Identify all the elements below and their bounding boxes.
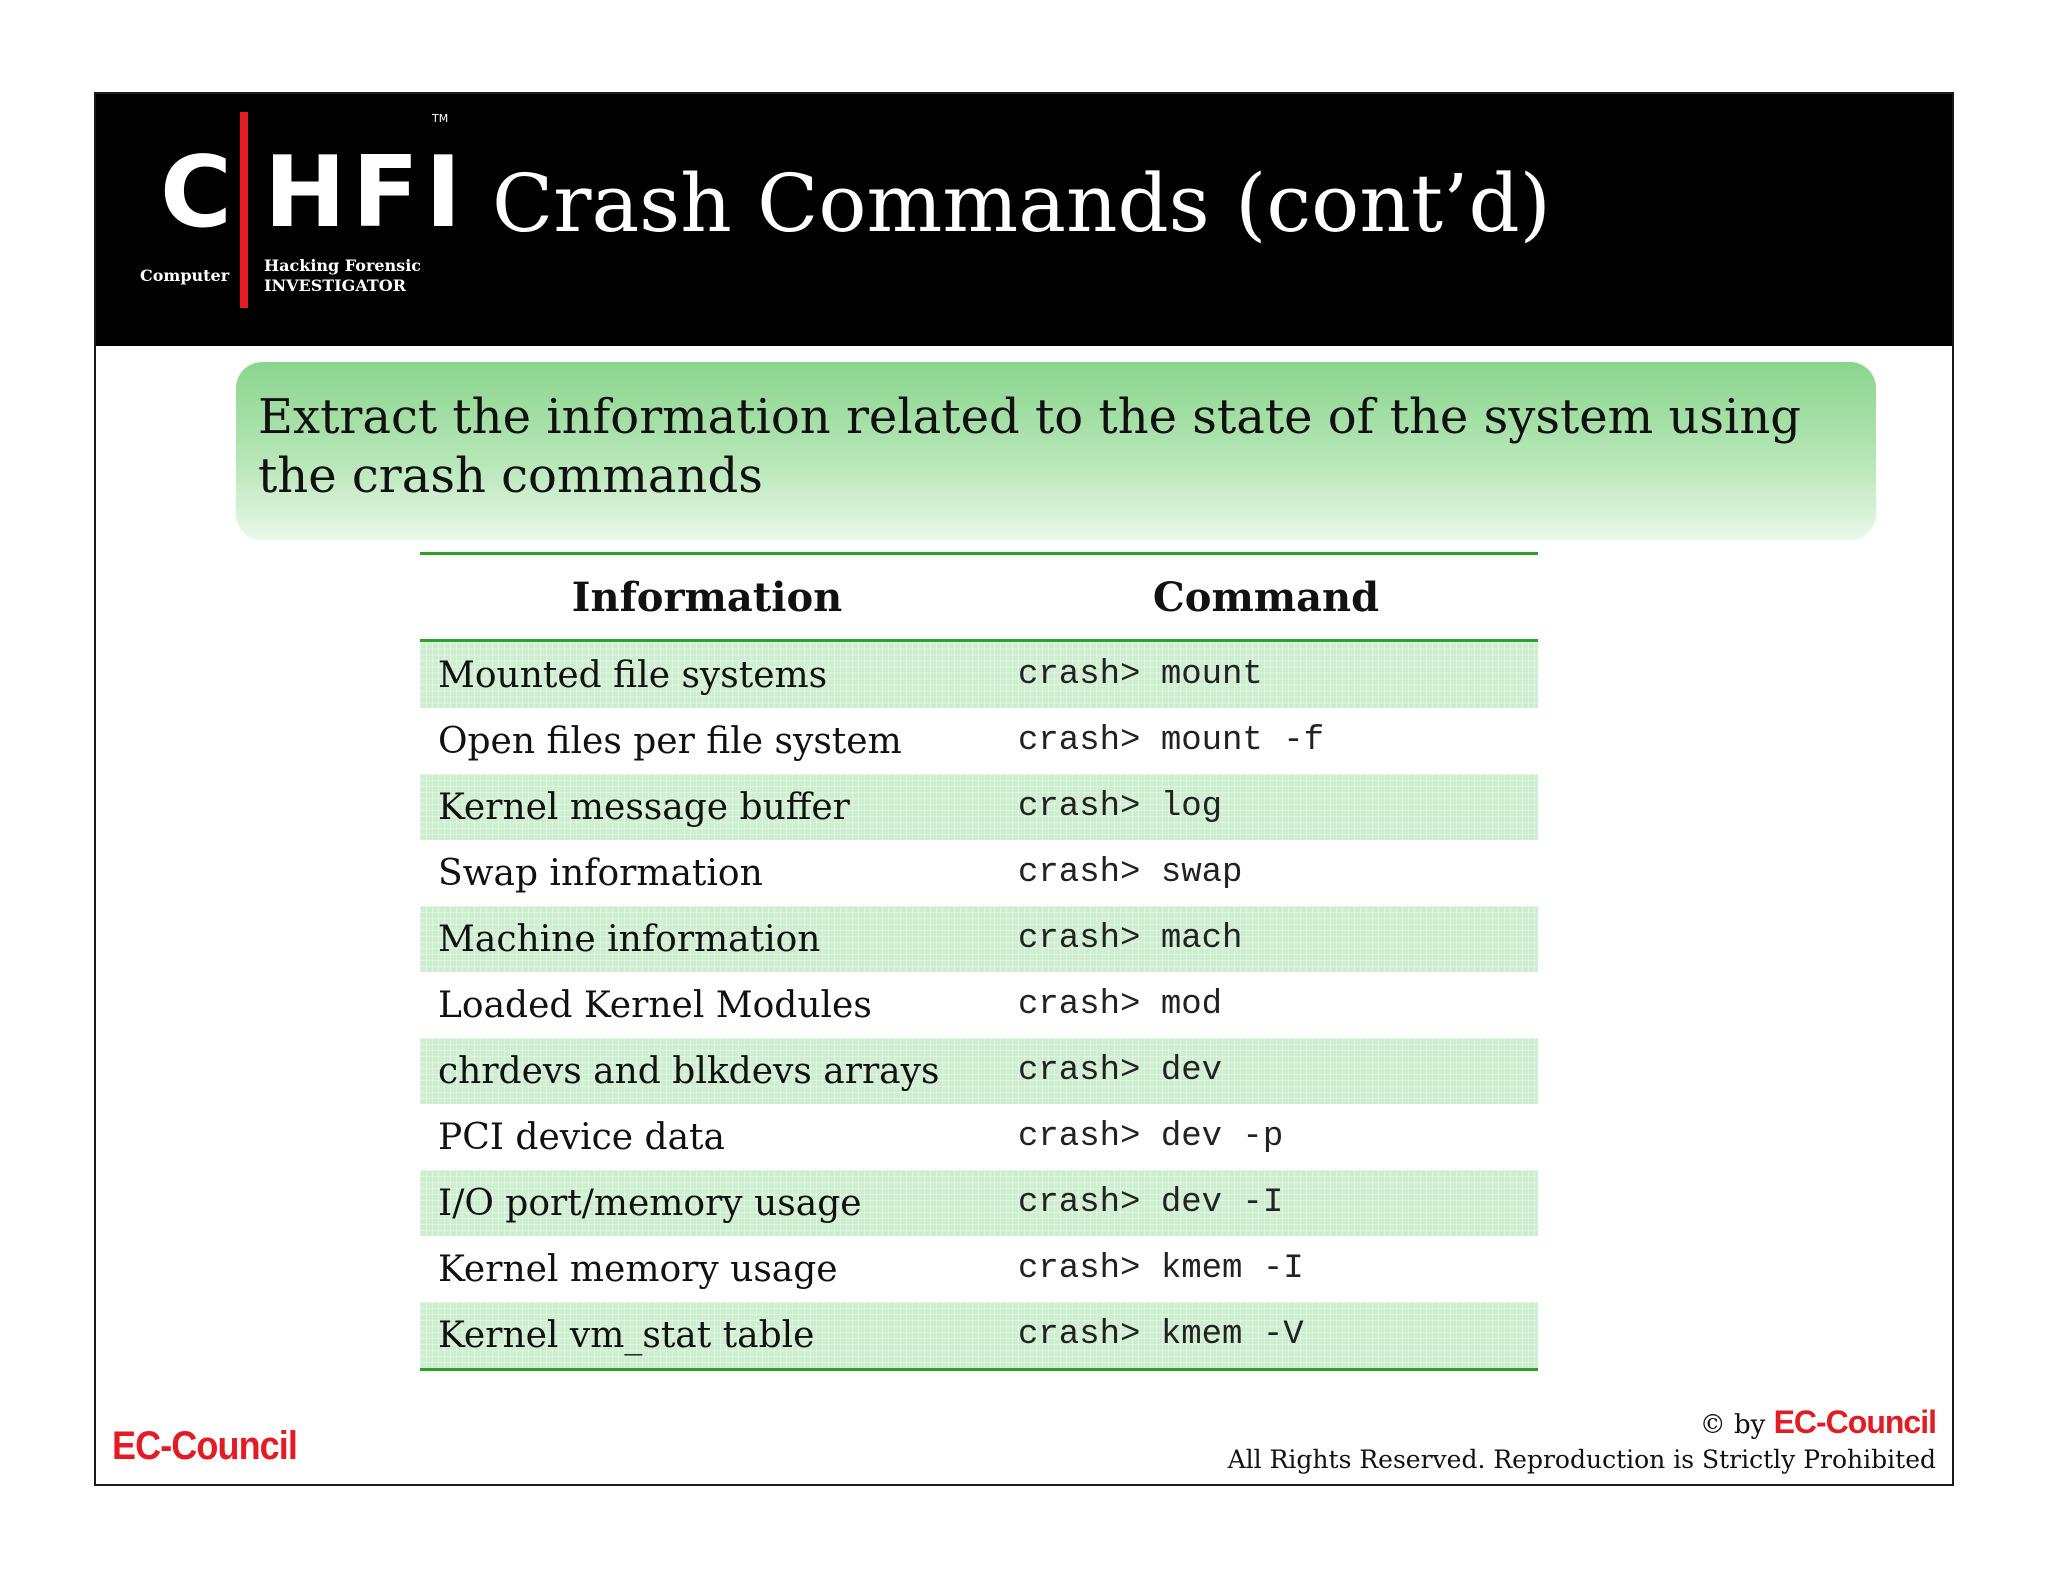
logo-letter-c: C — [160, 136, 238, 250]
callout-box — [236, 362, 1876, 540]
info-cell: Loaded Kernel Modules — [438, 984, 872, 1026]
table-row — [420, 1236, 1538, 1302]
copyright-line — [1228, 1402, 1936, 1444]
table-row — [420, 708, 1538, 774]
header-bar — [96, 94, 1952, 346]
copyright-notice — [1228, 1402, 1936, 1476]
command-cell: crash> dev -I — [994, 1170, 1538, 1236]
info-cell: Kernel vm_stat table — [420, 1302, 994, 1370]
command-cell: crash> log — [994, 774, 1538, 840]
info-cell: I/O port/memory usage — [420, 1170, 994, 1236]
command-cell: crash> dev -p — [1018, 1118, 1284, 1156]
slide — [94, 92, 1954, 1486]
command-cell: crash> mach — [994, 906, 1538, 972]
table-row — [420, 1170, 1538, 1236]
info-cell: Swap information — [438, 852, 763, 894]
table-row — [420, 840, 1538, 906]
logo-computer-text: Computer — [140, 266, 230, 285]
command-cell: crash> kmem -V — [994, 1302, 1538, 1370]
table-row — [420, 1038, 1538, 1104]
column-header-command: Command — [994, 554, 1538, 641]
info-cell: Machine information — [420, 906, 994, 972]
table-row — [420, 972, 1538, 1038]
info-cell: PCI device data — [438, 1116, 725, 1158]
command-cell: crash> mount — [994, 641, 1538, 709]
logo-letters-hfi: HFI — [264, 136, 468, 250]
logo-hacking-forensic-text: Hacking Forensic — [264, 256, 422, 275]
logo-trademark: TM — [432, 112, 449, 125]
ec-council-logo: EC-Council — [112, 1424, 297, 1468]
column-header-information: Information — [420, 554, 994, 641]
info-cell: Mounted file systems — [420, 641, 994, 709]
table-row — [420, 641, 1538, 709]
info-cell: chrdevs and blkdevs arrays — [420, 1038, 994, 1104]
callout-text: Extract the information related to the state of the system using the crash commands — [258, 389, 1801, 504]
slide-title: Crash Commands (cont’d) — [492, 157, 1551, 250]
table-row — [420, 774, 1538, 840]
copyright-prefix: © by — [1699, 1410, 1766, 1440]
command-cell: crash> kmem -I — [1018, 1250, 1304, 1288]
command-cell: crash> mod — [1018, 986, 1223, 1024]
table-row — [420, 1104, 1538, 1170]
rights-text: All Rights Reserved. Reproduction is Strictly Prohibited — [1227, 1444, 1936, 1474]
chfi-logo — [140, 112, 468, 322]
logo-investigator-text: INVESTIGATOR — [264, 276, 407, 295]
command-cell: crash> swap — [1018, 854, 1243, 892]
info-cell: Kernel message buffer — [420, 774, 994, 840]
copyright-brand: EC-Council — [1773, 1404, 1936, 1440]
logo-red-bar — [240, 112, 248, 308]
crash-commands-table — [420, 552, 1538, 1371]
table-header-row — [420, 554, 1538, 641]
command-cell: crash> dev — [994, 1038, 1538, 1104]
table-row — [420, 906, 1538, 972]
command-cell: crash> mount -f — [1018, 722, 1325, 760]
table-row — [420, 1302, 1538, 1370]
info-cell: Kernel memory usage — [438, 1248, 838, 1290]
info-cell: Open files per file system — [438, 720, 902, 762]
